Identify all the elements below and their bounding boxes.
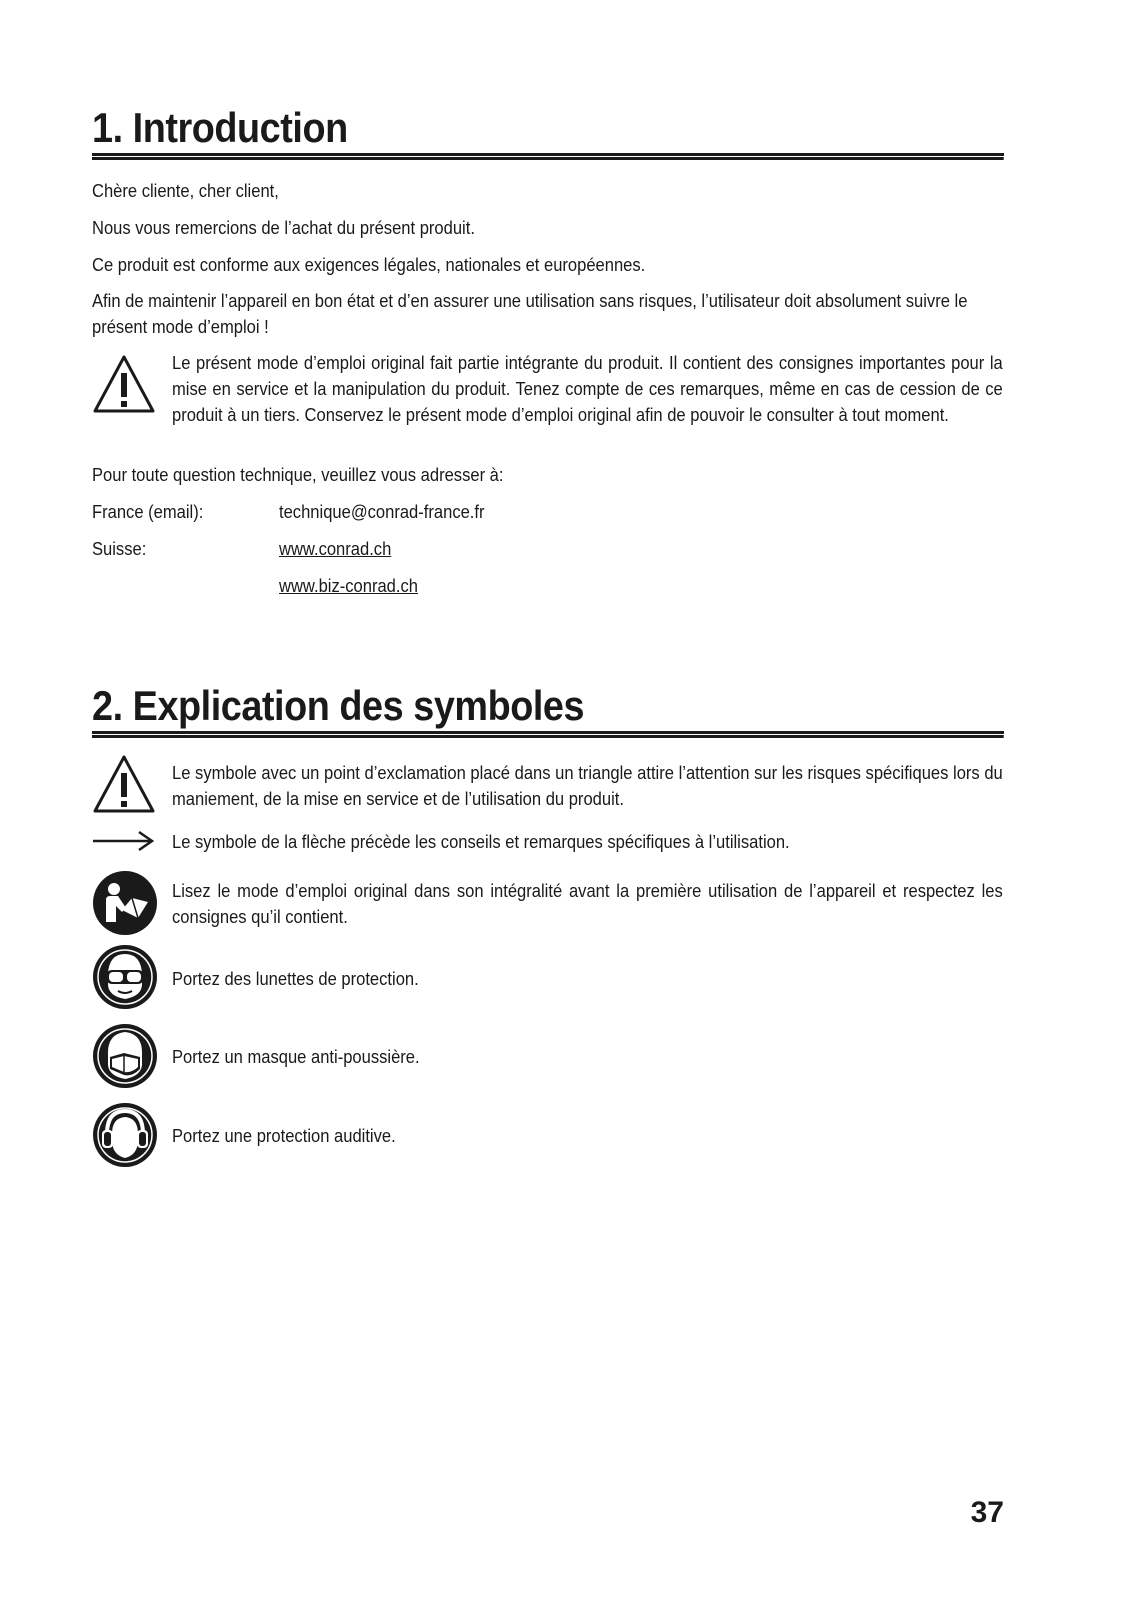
dust-mask-icon	[92, 1023, 158, 1096]
symbol-desc-mask: Portez un masque anti-poussière.	[172, 1047, 420, 1067]
contact-link[interactable]: www.conrad.ch	[279, 539, 392, 559]
section-title-introduction: 1. Introduction	[92, 103, 1004, 160]
symbol-desc-manual: Lisez le mode d’emploi original dans son intégralité avant la première utilisation de l’appareil et respectez les consignes qu’il contient.	[172, 881, 1003, 927]
notice-text: Le présent mode d’emploi original fait partie intégrante du produit. Il contient des consignes importantes pour la mise en service et la manipulation du produit. Tenez compte de ces remarques, même en cas de cession de ce produit à un tiers. Conservez le présent mode d’emploi original afin de pouvoir le consulter à tout moment.	[172, 353, 1003, 425]
section-title-symbols: 2. Explication des symboles	[92, 681, 1004, 738]
contact-row-suisse	[92, 536, 1004, 562]
section-divider	[92, 153, 1004, 156]
symbol-desc-warning: Le symbole avec un point d’exclamation placé dans un triangle attire l’attention sur les risques spécifiques lors du maniement, de la mise en service et de l’utilisation du produit.	[172, 763, 1003, 809]
contact-row-suisse-biz	[92, 573, 1004, 599]
conformity-text: Ce produit est conforme aux exigences légales, nationales et européennes.	[92, 255, 646, 275]
ear-protection-icon	[92, 1102, 158, 1175]
symbol-desc-ear: Portez une protection auditive.	[172, 1126, 396, 1146]
contact-row-france	[92, 499, 1004, 525]
symbol-desc-goggles: Portez des lunettes de protection.	[172, 969, 419, 989]
warning-triangle-icon	[92, 754, 156, 821]
section-divider	[92, 731, 1004, 734]
warning-triangle-icon	[92, 354, 156, 421]
instruction-text: Afin de maintenir l’appareil en bon état et d’en assurer une utilisation sans risques, l’utilisateur doit absolument suivre le présent mode d’emploi !	[92, 291, 968, 337]
read-manual-icon	[92, 870, 158, 943]
arrow-right-icon	[92, 829, 156, 860]
safety-goggles-icon	[92, 944, 158, 1017]
contact-label: Suisse:	[92, 539, 147, 559]
contact-link[interactable]: www.biz-conrad.ch	[279, 576, 418, 596]
thanks-text: Nous vous remercions de l’achat du présent produit.	[92, 218, 475, 238]
question-text: Pour toute question technique, veuillez vous adresser à:	[92, 465, 504, 485]
page-number: 37	[970, 1496, 1004, 1529]
symbol-desc-arrow: Le symbole de la flèche précède les conseils et remarques spécifiques à l’utilisation.	[172, 832, 790, 852]
contact-email[interactable]: technique@conrad-france.fr	[279, 502, 485, 522]
contact-label: France (email):	[92, 502, 204, 522]
greeting-text: Chère cliente, cher client,	[92, 181, 279, 201]
